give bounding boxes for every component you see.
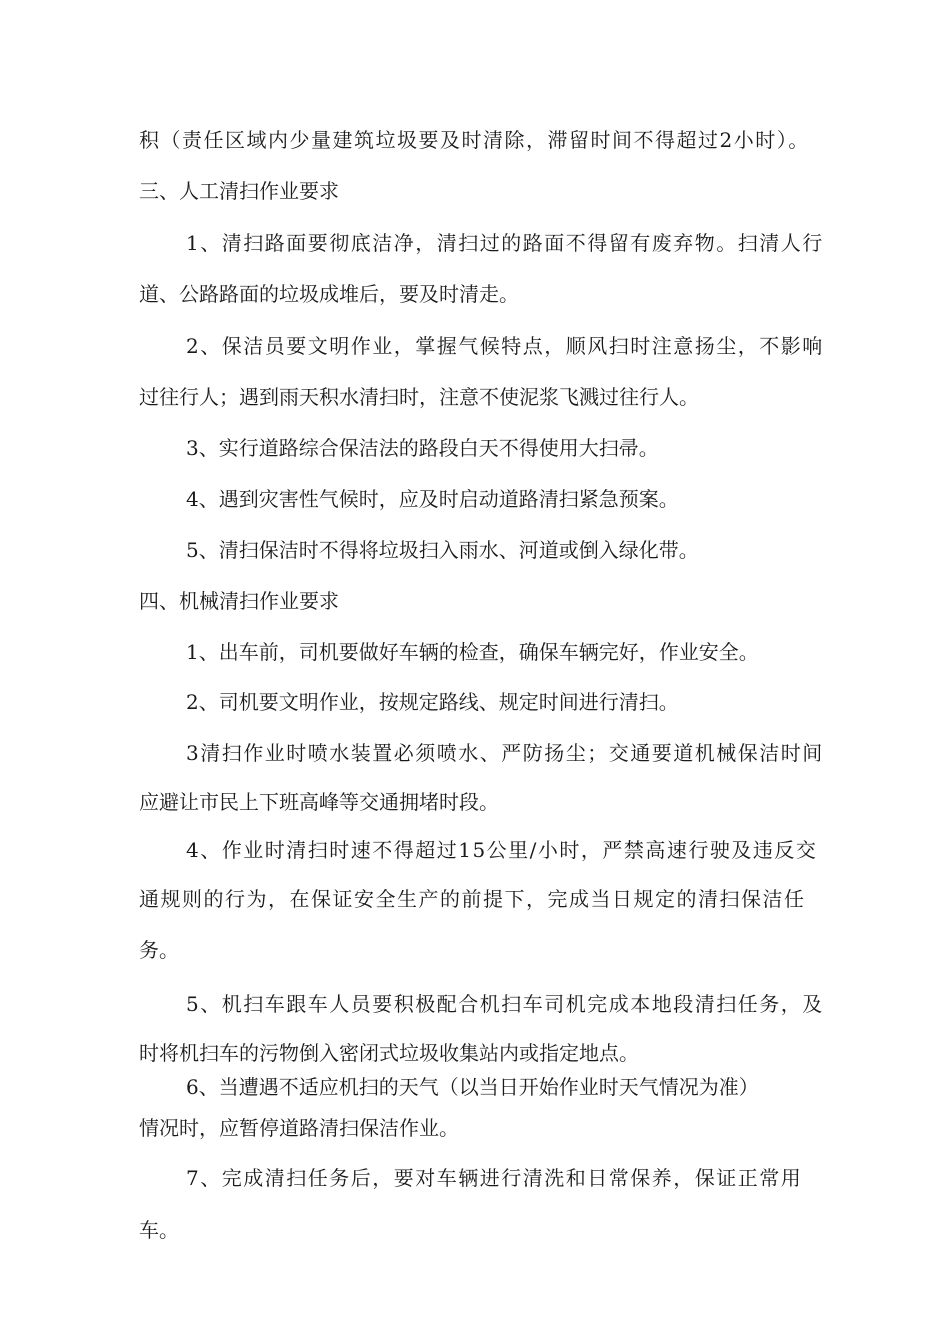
text-line: 积（责任区域内少量建筑垃圾要及时清除，滞留时间不得超过2小时）。 [139, 128, 810, 152]
text-line: 2、保洁员要文明作业，掌握气候特点，顺风扫时注意扬尘，不影响 [186, 334, 824, 358]
text-line: 3、实行道路综合保洁法的路段白天不得使用大扫帚。 [186, 436, 659, 460]
text-line: 务。 [139, 938, 179, 962]
text-line: 7、完成清扫任务后，要对车辆进行清洗和日常保养，保证正常用 [186, 1166, 803, 1190]
text-line: 2、司机要文明作业，按规定路线、规定时间进行清扫。 [186, 690, 679, 714]
section-heading: 四、机械清扫作业要求 [139, 589, 339, 613]
text-line: 时将机扫车的污物倒入密闭式垃圾收集站内或指定地点。 [139, 1041, 639, 1065]
text-line: 4、作业时清扫时速不得超过15公里/小时，严禁高速行驶及违反交 [186, 838, 818, 862]
text-line: 6、当遭遇不适应机扫的天气（以当日开始作业时天气情况为准） [186, 1075, 759, 1099]
text-line: 1、出车前，司机要做好车辆的检查，确保车辆完好，作业安全。 [186, 640, 759, 664]
text-line: 应避让市民上下班高峰等交通拥堵时段。 [139, 790, 499, 814]
text-line: 通规则的行为，在保证安全生产的前提下，完成当日规定的清扫保洁任 [139, 887, 806, 911]
text-line: 情况时，应暂停道路清扫保洁作业。 [139, 1116, 459, 1140]
text-line: 过往行人；遇到雨天积水清扫时，注意不使泥浆飞溅过往行人。 [139, 385, 699, 409]
text-line: 3清扫作业时喷水装置必须喷水、严防扬尘；交通要道机械保洁时间 [186, 741, 824, 765]
text-line: 道、公路路面的垃圾成堆后，要及时清走。 [139, 282, 519, 306]
section-heading: 三、人工清扫作业要求 [139, 179, 339, 203]
text-line: 车。 [139, 1218, 179, 1242]
text-line: 4、遇到灾害性气候时，应及时启动道路清扫紧急预案。 [186, 487, 679, 511]
text-line: 5、清扫保洁时不得将垃圾扫入雨水、河道或倒入绿化带。 [186, 538, 699, 562]
text-line: 1、清扫路面要彻底洁净，清扫过的路面不得留有废弃物。扫清人行 [186, 231, 824, 255]
text-line: 5、机扫车跟车人员要积极配合机扫车司机完成本地段清扫任务，及 [186, 992, 824, 1016]
